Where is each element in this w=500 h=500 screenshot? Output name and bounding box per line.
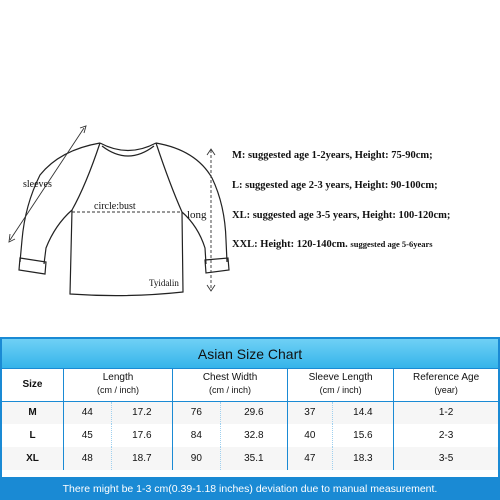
cell-sleeve-cm: 40: [288, 424, 333, 447]
header-length-unit: (cm / inch): [97, 385, 140, 396]
size-chart: [0, 337, 500, 500]
size-note-l: [232, 180, 438, 191]
size-note-xl-size: XL:: [232, 210, 251, 221]
cell-length-cm: 44: [64, 401, 112, 424]
cell-sleeve-cm: 47: [288, 447, 333, 470]
cell-sleeve-in: 18.3: [332, 447, 394, 470]
cell-sleeve-in: 14.4: [332, 401, 394, 424]
size-note-l-size: L:: [232, 180, 243, 191]
cell-length-cm: 45: [64, 424, 112, 447]
table-row: [2, 447, 498, 470]
long-label: long: [187, 209, 207, 221]
size-note-xxl-text: Height: 120-140cm.: [260, 239, 348, 250]
cell-chest-in: 35.1: [220, 447, 287, 470]
header-size-label: Size: [22, 378, 43, 390]
table-header-row: [2, 369, 498, 401]
cell-chest-in: 29.6: [220, 401, 287, 424]
cell-length-in: 18.7: [111, 447, 173, 470]
brand-label: Tyidalin: [149, 278, 179, 288]
cell-length-in: 17.2: [111, 401, 173, 424]
cell-size: M: [28, 407, 37, 419]
cell-size: L: [29, 430, 36, 441]
header-sleeve-unit: (cm / inch): [319, 385, 362, 396]
header-chest-label: Chest Width: [202, 372, 258, 384]
size-note-xxl-size: XXL:: [232, 239, 258, 250]
header-size: [2, 369, 64, 401]
chart-title: Asian Size Chart: [2, 339, 498, 369]
header-age: [394, 369, 498, 401]
table-row: [2, 424, 498, 447]
cell-size: XL: [26, 453, 39, 464]
cell-length-in: 17.6: [111, 424, 173, 447]
cell-chest-in: 32.8: [220, 424, 287, 447]
header-sleeve: [288, 369, 394, 401]
size-table: [2, 369, 498, 470]
cell-sleeve-in: 15.6: [332, 424, 394, 447]
size-note-m-text: suggested age 1-2years, Height: 75-90cm;: [248, 150, 433, 161]
size-note-xl: [232, 210, 450, 221]
table-row: [2, 401, 498, 424]
header-length: [64, 369, 173, 401]
size-note-xl-text: suggested age 3-5 years, Height: 100-120cm;: [252, 210, 451, 221]
cell-chest-cm: 76: [173, 401, 221, 424]
header-chest: [173, 369, 288, 401]
cell-chest-cm: 90: [173, 447, 221, 470]
cell-age: 1-2: [394, 401, 498, 424]
sleeves-label: sleeves: [23, 179, 52, 190]
size-note-xxl: [232, 239, 433, 250]
cell-age: 2-3: [394, 424, 498, 447]
cell-sleeve-cm: 37: [288, 401, 333, 424]
measurement-note: There might be 1-3 cm(0.39-1.18 inches) deviation due to manual measurement.: [0, 477, 500, 500]
size-note-m: [232, 150, 433, 161]
header-length-label: Length: [102, 372, 134, 384]
cell-length-cm: 48: [64, 447, 112, 470]
size-note-m-size: M:: [232, 150, 246, 161]
size-note-l-text: suggested age 2-3 years, Height: 90-100cm;: [245, 180, 438, 191]
smock-outline-illustration: [0, 0, 240, 330]
header-chest-unit: (cm / inch): [209, 385, 252, 396]
header-age-unit: (year): [434, 385, 458, 396]
cell-age: 3-5: [394, 447, 498, 470]
header-sleeve-label: Sleeve Length: [308, 372, 373, 384]
cell-chest-cm: 84: [173, 424, 221, 447]
header-age-label: Reference Age: [412, 372, 480, 384]
size-note-xxl-extra: suggested age 5-6years: [350, 239, 433, 249]
circle-bust-label: circle:bust: [94, 201, 136, 212]
